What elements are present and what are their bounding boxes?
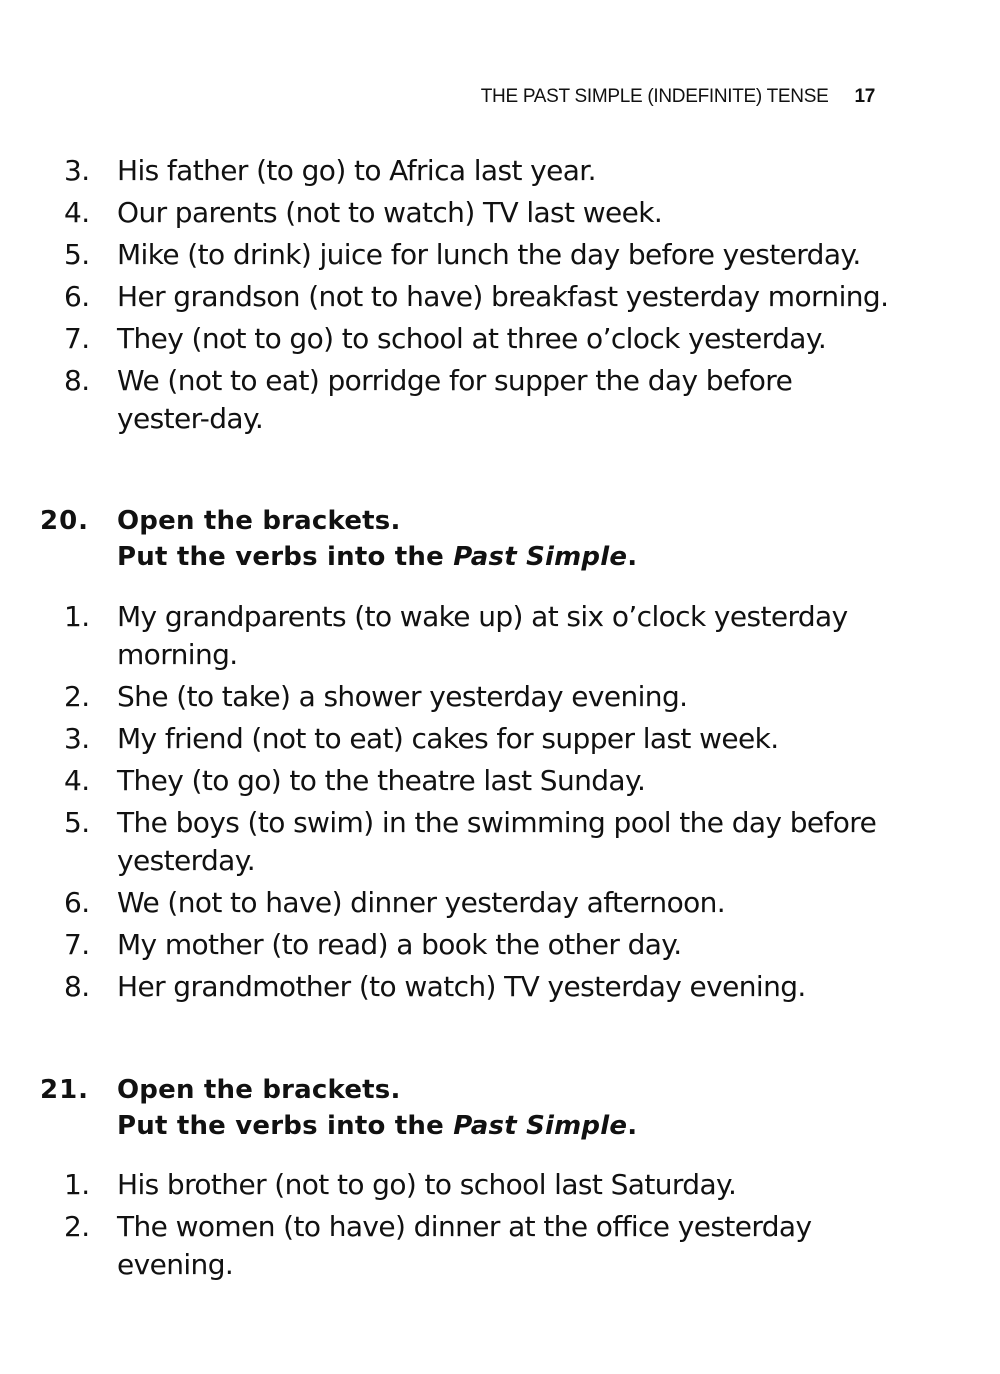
item-number: 2. [64,1210,90,1243]
item-text: The boys (to swim) in the swimming pool the day before yesterday. [117,806,877,877]
page-number: 17 [854,86,875,107]
task-instruction-line-2: Put the verbs into the Past Simple. [117,1111,638,1141]
task-instruction-line-1: Open the brackets. [117,1075,401,1105]
item-number: 5. [64,806,90,839]
item-text: His father (to go) to Africa last year. [117,154,596,187]
item-text: Mike (to drink) juice for lunch the day before yesterday. [117,238,861,271]
running-head [481,86,875,108]
item-number: 8. [64,364,90,397]
task-21-list [0,1166,1000,1288]
item-number: 4. [64,196,90,229]
item-text: Her grandmother (to watch) TV yesterday evening. [117,970,806,1003]
task-header [0,1072,1000,1144]
item-text: My friend (not to eat) cakes for supper last week. [117,722,779,755]
item-number: 7. [64,928,90,961]
item-text: My grandparents (to wake up) at six o’clock yesterday morning. [117,600,848,671]
task-20 [0,503,1000,575]
task-instruction-line-2: Put the verbs into the Past Simple. [117,542,638,572]
list-item [0,968,1000,1006]
task-20-list [0,598,1000,1010]
list-item [0,152,1000,190]
item-number: 6. [64,280,90,313]
continued-exercise-list [0,152,1000,442]
item-number: 8. [64,970,90,1003]
item-text: They (to go) to the theatre last Sunday. [117,764,646,797]
item-number: 4. [64,764,90,797]
list-item [0,884,1000,922]
item-number: 5. [64,238,90,271]
item-number: 3. [64,722,90,755]
item-text: My mother (to read) a book the other day. [117,928,682,961]
tense-name: Past Simple [453,1111,628,1141]
list-item [0,1166,1000,1204]
item-number: 3. [64,154,90,187]
list-item [0,278,1000,316]
item-text: Her grandson (not to have) breakfast yesterday morning. [117,280,889,313]
list-item [0,804,1000,880]
list-item [0,320,1000,358]
list-item [0,762,1000,800]
task-number: 20. [40,506,90,536]
item-number: 7. [64,322,90,355]
item-number: 1. [64,600,90,633]
tense-name: Past Simple [453,542,628,572]
running-head-title: THE PAST SIMPLE (INDEFINITE) TENSE [480,86,829,107]
item-text: The women (to have) dinner at the office yesterday evening. [117,1210,812,1281]
task-21 [0,1072,1000,1144]
task-number: 21. [40,1075,90,1105]
list-item [0,598,1000,674]
item-text: His brother (not to go) to school last Saturday. [117,1168,737,1201]
item-text: We (not to eat) porridge for supper the day before yester-day. [117,364,793,435]
list-item [0,1208,1000,1284]
item-number: 6. [64,886,90,919]
list-item [0,362,1000,438]
item-text: They (not to go) to school at three o’clock yesterday. [117,322,827,355]
item-number: 1. [64,1168,90,1201]
item-number: 2. [64,680,90,713]
task-instruction-line-1: Open the brackets. [117,506,401,536]
list-item [0,678,1000,716]
list-item [0,720,1000,758]
list-item [0,926,1000,964]
list-item [0,236,1000,274]
item-text: She (to take) a shower yesterday evening. [117,680,688,713]
list-item [0,194,1000,232]
item-text: We (not to have) dinner yesterday afternoon. [117,886,726,919]
item-text: Our parents (not to watch) TV last week. [117,196,663,229]
task-header [0,503,1000,575]
